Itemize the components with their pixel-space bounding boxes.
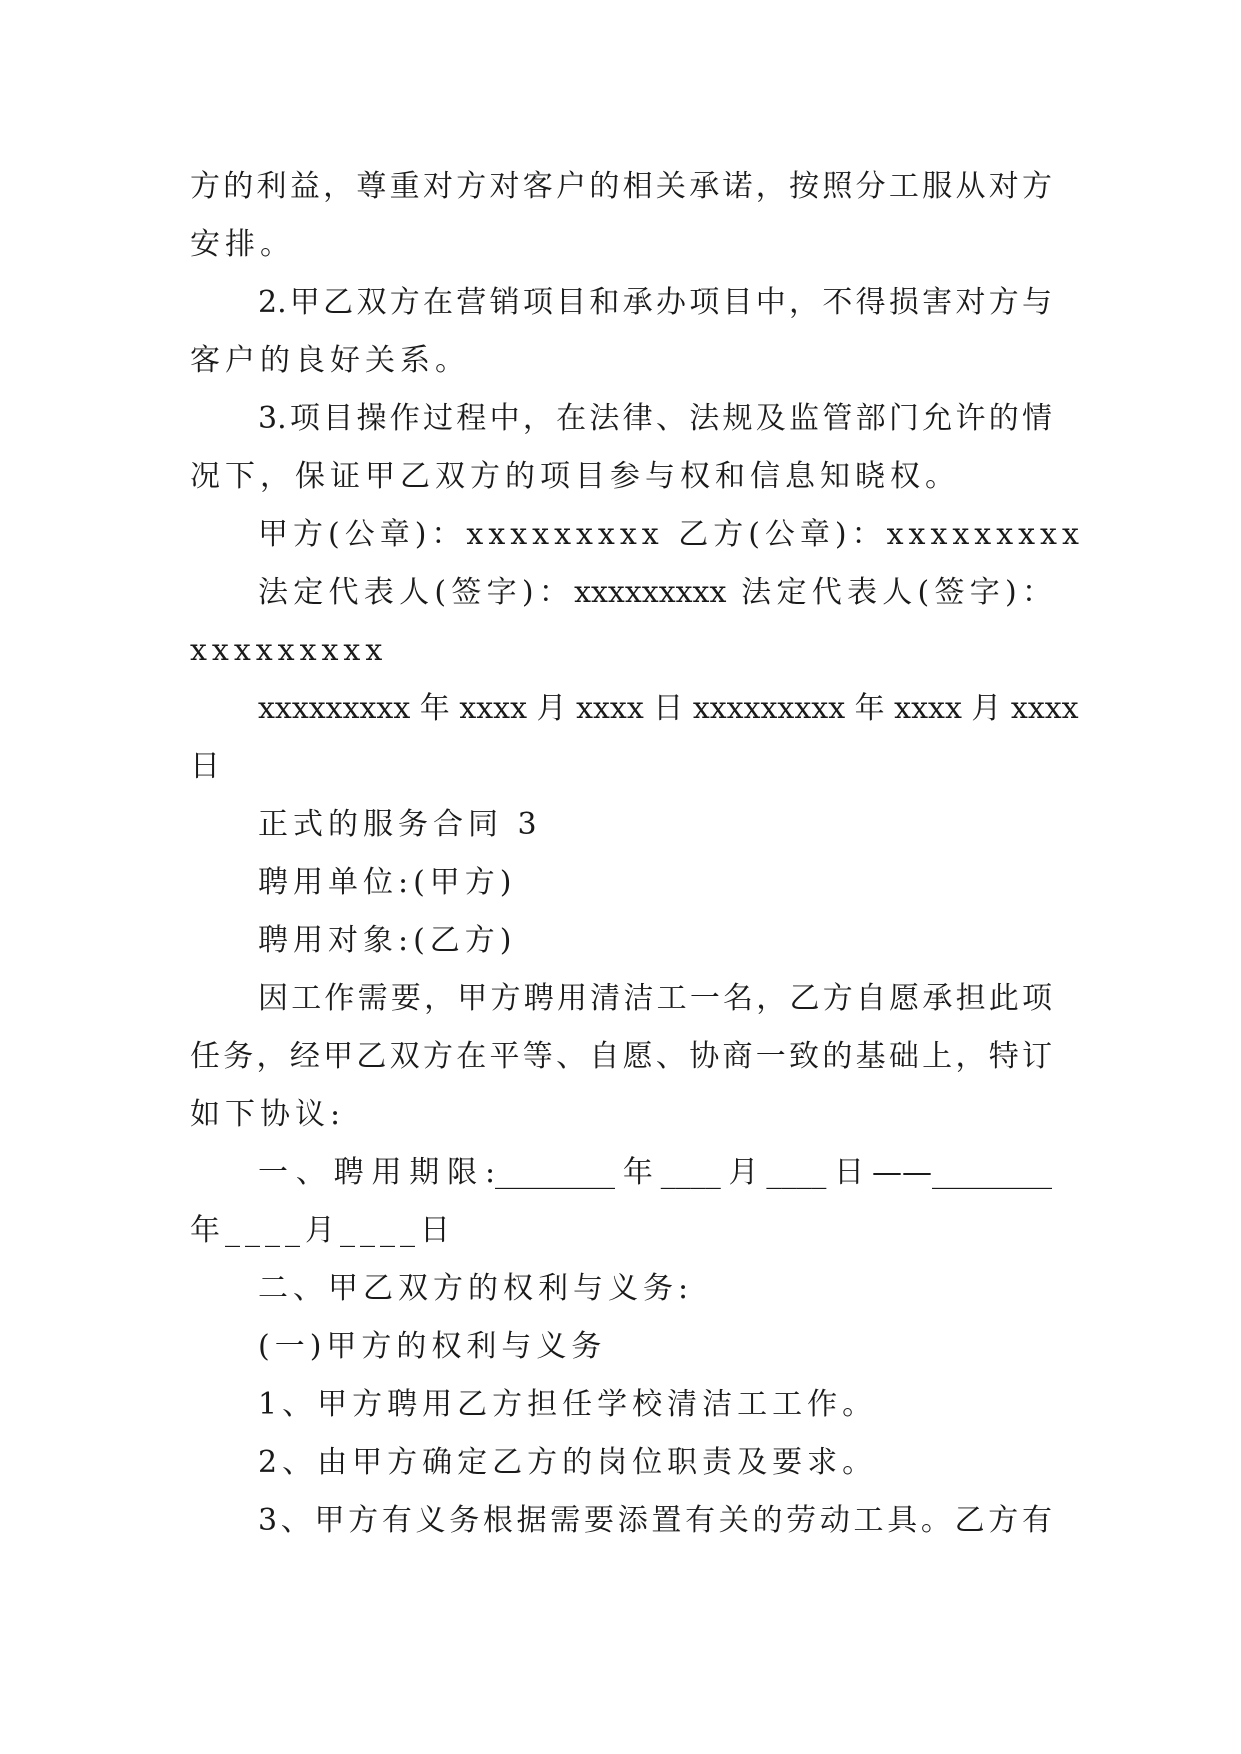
list-item: 1、甲方聘用乙方担任学校清洁工工作。 (258, 1387, 878, 1422)
date-line-cont: 日 (190, 749, 225, 784)
signature-line-representative-cont: xxxxxxxxx (190, 633, 388, 668)
signature-line-representative: 法定代表人(签字)：xxxxxxxxx 法定代表人(签字)： (258, 575, 1052, 610)
paragraph-line: 况下，保证甲乙双方的项目参与权和信息知晓权。 (190, 459, 960, 494)
paragraph-line: 方的利益，尊重对方对客户的相关承诺，按照分工服从对方 (190, 169, 1052, 204)
term-line: 一、聘用期限:________年____月____日——________ (258, 1155, 1052, 1190)
paragraph-line: 客户的良好关系。 (190, 343, 470, 378)
contract-title: 正式的服务合同 3 (258, 807, 542, 842)
date-line: xxxxxxxxx 年 xxxx 月 xxxx 日 xxxxxxxxx 年 xxxx 月 xxxx (258, 691, 1079, 726)
employer-label: 聘用单位:(甲方) (258, 865, 517, 900)
employee-label: 聘用对象:(乙方) (258, 923, 517, 958)
paragraph-line: 3.项目操作过程中，在法律、法规及监管部门允许的情 (258, 401, 1052, 436)
section-heading: 二、甲乙双方的权利与义务: (258, 1271, 694, 1306)
list-item: 2、由甲方确定乙方的岗位职责及要求。 (258, 1445, 878, 1480)
list-item: 3、甲方有义务根据需要添置有关的劳动工具。乙方有 (258, 1503, 1052, 1538)
subsection-heading: (一)甲方的权利与义务 (258, 1329, 607, 1364)
paragraph-line: 因工作需要，甲方聘用清洁工一名，乙方自愿承担此项 (258, 981, 1052, 1016)
signature-line-seal: 甲方(公章)：xxxxxxxxx 乙方(公章)：xxxxxxxxx (258, 517, 1084, 552)
term-line-cont: 年____月____日 (190, 1213, 455, 1248)
paragraph-line: 安排。 (190, 227, 295, 262)
paragraph-line: 2.甲乙双方在营销项目和承办项目中，不得损害对方与 (258, 285, 1052, 320)
document-body (190, 158, 1084, 1550)
paragraph-line: 如下协议: (190, 1097, 346, 1132)
paragraph-line: 任务，经甲乙双方在平等、自愿、协商一致的基础上，特订 (190, 1039, 1052, 1074)
